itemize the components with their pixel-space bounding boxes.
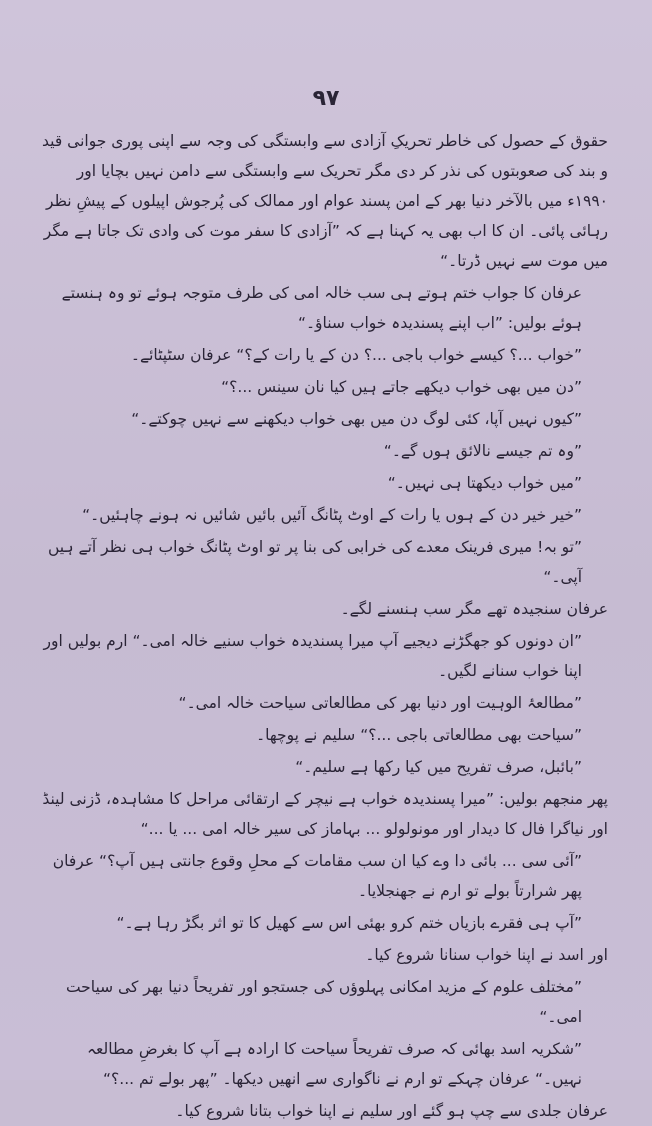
dialogue-line: ”میں خواب دیکھتا ہی نہیں۔“: [387, 474, 582, 492]
dialogue-line: ”خواب ...؟ کیسے خواب باجی ...؟ دن کے یا رات کے؟“ عرفان سٹپٹائے۔: [130, 346, 582, 364]
page-number: ۹۷: [312, 86, 340, 111]
dialogue-line: ”خیر خیر دن کے ہوں یا رات کے اوٹ پٹانگ آئیں بائیں شائیں نہ ہونے چاہئیں۔“: [82, 506, 582, 524]
dialogue-line: ”شکریہ اسد بھائی کہ صرف تفریحاً سیاحت کا ارادہ ہے آپ کا بغرضِ مطالعہ نہیں۔“ عرفان چہکے تو ارم نے ناگواری سے انھیں دیکھا۔ ”پھر بولے تم ...؟“: [86, 1040, 582, 1088]
paragraph: حقوق کے حصول کی خاطر تحریکِ آزادی سے وابستگی کی وجہ سے اپنی پوری جوانی قید و بند کی صعوبتوں کی نذر کر دی مگر تحریک سے وابستگی سے دامن نہیں بچایا اور ۱۹۹۰ء میں بالآخر دنیا بھر کے امن پسند عوام اور ممالک کی پُرجوش اپیلوں کے پیشِ نظر رہائی پائی۔ ان کا اب بھی یہ کہنا ہے کہ ”آزادی کا سفر موت کی وادی تک جاتا ہے مگر میں موت سے نہیں ڈرتا۔“: [42, 132, 608, 270]
dialogue-line: ”سیاحت بھی مطالعاتی باجی ...؟“ سلیم نے پوچھا۔: [256, 726, 582, 744]
page-body-text: [40, 126, 608, 1126]
paragraph: عرفان جلدی سے چپ ہو گئے اور سلیم نے اپنا خواب بتانا شروع کیا۔: [175, 1102, 608, 1120]
dialogue-line: ”تو بہ! میری فرینک معدے کی خرابی کی بنا پر تو اوٹ پٹانگ خواب ہی نظر آتے ہیں آپی۔“: [48, 538, 582, 586]
dialogue-line: ”آئی سی ... بائی دا وے کیا ان سب مقامات کے محلِ وقوع جانتی ہیں آپ؟“ عرفان پھر شرارتاً بولے تو ارم نے جھنجلایا۔: [52, 852, 582, 900]
dialogue-line: ”وہ تم جیسے نالائق ہوں گے۔“: [383, 442, 582, 460]
paragraph: اور اسد نے اپنا خواب سنانا شروع کیا۔: [365, 946, 608, 964]
dialogue-line: ”دن میں بھی خواب دیکھے جاتے ہیں کیا نان سینس ...؟“: [221, 378, 582, 396]
dialogue-line: ”آپ ہی فقرے بازیاں ختم کرو بھئی اس سے کھیل کا تو اثر بگڑ رہا ہے۔“: [116, 914, 582, 932]
paragraph: عرفان سنجیدہ تھے مگر سب ہنسنے لگے۔: [340, 600, 608, 618]
paragraph: پھر منجھم بولیں: ”میرا پسندیدہ خواب ہے نیچر کے ارتقائی مراحل کا مشاہدہ، ڈزنی لینڈ اور نیاگرا فال کا دیدار اور مونولولو ... بہاماز کی سیر خالہ امی ... یا ...“: [42, 790, 608, 838]
dialogue-line: ”ان دونوں کو جھگڑنے دیجیے آپ میرا پسندیدہ خواب سنیے خالہ امی۔“ ارم بولیں اور اپنا خواب سنانے لگیں۔: [43, 632, 582, 680]
dialogue-line: ”مختلف علوم کے مزید امکانی پہلوؤں کی جستجو اور تفریحاً دنیا بھر کی سیاحت امی۔“: [65, 978, 582, 1026]
dialogue-line: ”مطالعۂ الوہیت اور دنیا بھر کی مطالعاتی سیاحت خالہ امی۔“: [178, 694, 582, 712]
dialogue-line: ”بائبل، صرف تفریح میں کیا رکھا ہے سلیم۔“: [295, 758, 582, 776]
paragraph: عرفان کا جواب ختم ہوتے ہی سب خالہ امی کی طرف متوجہ ہوئے تو وہ ہنستے ہوئے بولیں: ”اب اپنے پسندیدہ خواب سناؤ۔“: [61, 284, 582, 332]
dialogue-line: ”کیوں نہیں آپا، کئی لوگ دن میں بھی خواب دیکھنے سے نہیں چوکتے۔“: [131, 410, 582, 428]
